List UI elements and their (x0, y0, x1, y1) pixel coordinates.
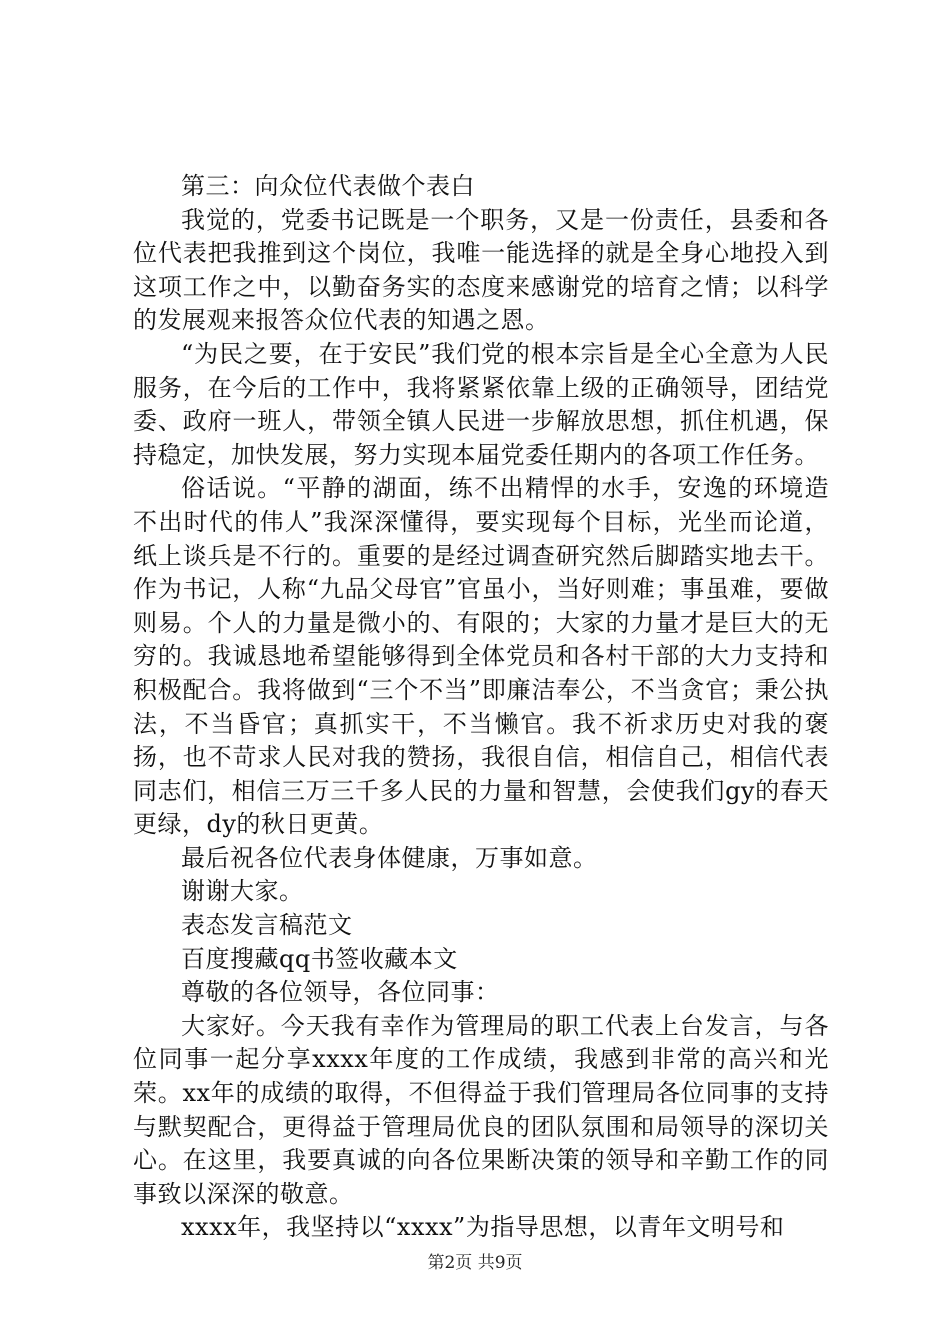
paragraph: 百度搜藏qq书签收藏本文 (181, 944, 458, 973)
paragraph: 我觉的，党委书记既是一个职务，又是一份责任，县委和各位代表把我推到这个岗位，我唯一能选择的就是全身心地投入到这项工作之中，以勤奋务实的态度来感谢党的培育之情；以科学的发展观来报答众位代表的知遇之恩。 (133, 205, 829, 335)
salutation: 尊敬的各位领导，各位同事： (181, 978, 500, 1007)
paragraph: 大家好。今天我有幸作为管理局的职工代表上台发言，与各位同事一起分享xxxx年度的工作成绩，我感到非常的高兴和光荣。xx年的成绩的取得，不但得益于我们管理局各位同事的支持与默契配合，更得益于管理局优良的团队氛围和局领导的深切关心。在这里，我要真诚的向各位果断决策的领导和辛勤工作的同事致以深深的敬意。 (133, 1011, 829, 1208)
paragraph: 谢谢大家。 (181, 877, 304, 906)
page-number-footer: 第2页 共9页 (427, 1253, 523, 1273)
paragraph: xxxx年，我坚持以“xxxx”为指导思想，以青年文明号和 (181, 1213, 785, 1242)
paragraph: 俗话说。“平静的湖面，练不出精悍的水手，安逸的环境造不出时代的伟人”我深深懂得，要实现每个目标，光坐而论道，纸上谈兵是不行的。重要的是经过调查研究然后脚踏实地去干。作为书记，人称“九品父母官”官虽小，当好则难；事虽难，要做则易。个人的力量是微小的、有限的；大家的力量才是巨大的无穷的。我诚恳地希望能够得到全体党员和各村干部的大力支持和积极配合。我将做到“三个不当”即廉洁奉公，不当贪官；秉公执法，不当昏官；真抓实干，不当懒官。我不祈求历史对我的褒扬，也不苛求人民对我的赞扬，我很自信，相信自己，相信代表同志们，相信三万三千多人民的力量和智慧，会使我们gy的春天更绿，dy的秋日更黄。 (133, 474, 829, 839)
paragraph: 表态发言稿范文 (181, 911, 353, 940)
paragraph: 最后祝各位代表身体健康，万事如意。 (181, 843, 598, 872)
section-heading: 第三：向众位代表做个表白 (181, 172, 475, 200)
document-body (133, 170, 829, 1245)
paragraph: “为民之要，在于安民”我们党的根本宗旨是全心全意为人民服务，在今后的工作中，我将紧紧依靠上级的正确领导，团结党委、政府一班人，带领全镇人民进一步解放思想，抓住机遇，保持稳定，加快发展，努力实现本届党委任期内的各项工作任务。 (133, 339, 829, 469)
